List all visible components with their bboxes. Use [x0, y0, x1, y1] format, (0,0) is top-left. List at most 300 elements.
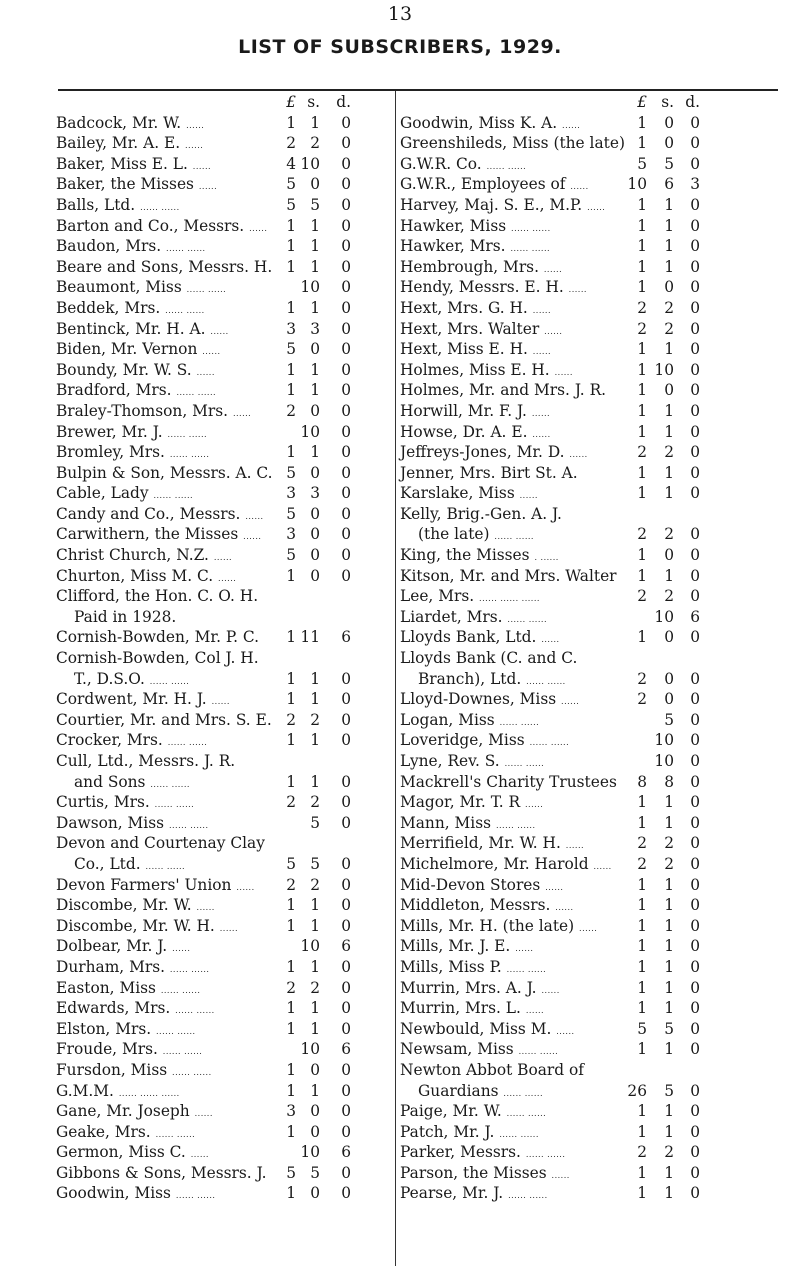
shillings-value: 0	[664, 669, 674, 688]
subscriber-name-text: Germon, Miss C.	[56, 1143, 186, 1162]
pence-value: 0	[341, 731, 351, 750]
subscriber-name-text: Courtier, Mr. and Mrs. S. E.	[56, 710, 272, 729]
pounds-value: 1	[286, 1019, 296, 1038]
pounds-value: 1	[637, 401, 647, 420]
shillings-value: 3	[310, 319, 320, 338]
leader-dots: ......	[531, 408, 551, 418]
subscriber-name-text: Guardians	[418, 1081, 499, 1100]
pounds-value: 1	[286, 1184, 296, 1203]
pence-value: 0	[690, 134, 700, 153]
leader-dots: ......	[543, 264, 563, 274]
subscriber-name-text: Goodwin, Miss K. A.	[400, 113, 558, 132]
shillings-value: 1	[310, 298, 320, 317]
subscriber-name-text: Hext, Miss E. H.	[400, 340, 528, 359]
shillings-value: 2	[664, 587, 674, 606]
subscriber-name-text: Lloyds Bank, Ltd.	[400, 628, 537, 647]
subscriber-name-text: Newbould, Miss M.	[400, 1019, 552, 1038]
shillings-value: 1	[310, 669, 320, 688]
shillings-value: 10	[300, 1143, 320, 1162]
pence-value: 0	[341, 896, 351, 915]
subscriber-name-text: Bentinck, Mr. H. A.	[56, 319, 206, 338]
subscriber-row	[56, 689, 394, 710]
pounds-value: 2	[637, 834, 647, 853]
subscriber-row	[400, 277, 795, 298]
subscriber-row	[56, 504, 394, 525]
leader-dots: ...... ......	[175, 1191, 216, 1201]
leader-dots: ......	[202, 347, 221, 357]
pounds-value: 1	[637, 999, 647, 1018]
pence-value: 0	[341, 216, 351, 235]
pounds-value: 2	[637, 525, 647, 544]
subscriber-row	[56, 730, 394, 751]
subscriber-name-text: Newsam, Miss	[400, 1040, 514, 1059]
leader-dots: ......	[172, 944, 191, 954]
subscriber-name-text: Discombe, Mr. W. H.	[56, 916, 215, 935]
leader-dots: ......	[190, 1150, 209, 1160]
pence-value: 0	[690, 298, 700, 317]
pence-value: 0	[690, 443, 700, 462]
pence-value: 0	[341, 978, 351, 997]
leader-dots: ......	[249, 223, 268, 233]
shillings-value: 6	[664, 175, 674, 194]
shillings-value: 1	[664, 916, 674, 935]
leader-dots: ...... ......	[525, 1150, 566, 1160]
subscriber-name-text: Beaumont, Miss	[56, 278, 182, 297]
pence-value: 0	[690, 916, 700, 935]
pence-value: 0	[690, 875, 700, 894]
subscriber-name-text: Holmes, Mr. and Mrs. J. R.	[400, 381, 607, 400]
subscriber-row	[400, 936, 795, 957]
leader-dots: ......	[554, 367, 573, 377]
pounds-value: 1	[637, 957, 647, 976]
subscriber-row	[400, 360, 795, 381]
subscriber-name-text: Discombe, Mr. W.	[56, 896, 192, 915]
leader-dots: ...... ......	[162, 1047, 203, 1057]
pounds-value: 5	[286, 340, 296, 359]
pence-value: 0	[690, 1081, 700, 1100]
pence-value: 0	[341, 360, 351, 379]
shillings-value: 1	[664, 937, 674, 956]
subscriber-row	[400, 895, 795, 916]
pence-value: 0	[341, 1163, 351, 1182]
leader-dots: ...... ...... ......	[479, 594, 540, 604]
shillings-value: 0	[664, 690, 674, 709]
shillings-value: 10	[300, 937, 320, 956]
pounds-value: 1	[637, 1040, 647, 1059]
subscriber-row	[56, 360, 394, 381]
pounds-value: 1	[286, 443, 296, 462]
shillings-value: 1	[664, 1102, 674, 1121]
subscriber-name	[400, 1060, 584, 1081]
subscriber-name-text: Curtis, Mrs.	[56, 793, 150, 812]
subscriber-name-text: Mills, Mr. J. E.	[400, 937, 511, 956]
pounds-value: 26	[627, 1081, 647, 1100]
subscriber-row	[400, 1183, 795, 1204]
subscriber-name-text: Lyne, Rev. S.	[400, 752, 500, 770]
pounds-value: 2	[637, 854, 647, 873]
pounds-value: 1	[286, 772, 296, 791]
subscriber-row	[56, 586, 394, 607]
subscriber-name-text: Mann, Miss	[400, 813, 492, 832]
subscriber-name-text: Lee, Mrs.	[400, 587, 475, 606]
pence-value: 0	[690, 710, 700, 729]
pounds-value: 1	[637, 340, 647, 359]
pounds-value: 5	[637, 1019, 647, 1038]
subscriber-name	[400, 133, 625, 154]
subscriber-name-text: Patch, Mr. J.	[400, 1122, 495, 1141]
subscriber-row	[400, 916, 795, 937]
subscriber-row	[56, 936, 394, 957]
shillings-value: 0	[664, 113, 674, 132]
subscriber-row	[400, 772, 795, 793]
subscriber-row	[56, 257, 394, 278]
pounds-value: 5	[637, 154, 647, 173]
pence-value: 0	[341, 1102, 351, 1121]
subscriber-row	[56, 854, 394, 875]
shillings-value: 0	[310, 463, 320, 482]
subscriber-name-text: Cable, Lady	[56, 484, 149, 503]
pence-value: 0	[341, 1081, 351, 1100]
pounds-value: 5	[286, 175, 296, 194]
subscriber-name-text: Middleton, Messrs.	[400, 896, 551, 915]
subscriber-row	[400, 978, 795, 999]
shillings-value: 2	[664, 834, 674, 853]
pence-value: 0	[341, 957, 351, 976]
pence-value: 0	[341, 463, 351, 482]
shillings-value: 0	[310, 504, 320, 523]
pounds-value: 1	[637, 1102, 647, 1121]
shillings-value: 1	[310, 1081, 320, 1100]
pounds-value: 1	[637, 978, 647, 997]
subscriber-row	[56, 380, 394, 401]
shillings-value: 1	[310, 113, 320, 132]
subscriber-row	[400, 174, 795, 195]
subscriber-row	[400, 875, 795, 896]
pounds-value: 1	[637, 937, 647, 956]
subscriber-name-text: Beare and Sons, Messrs. H.	[56, 257, 273, 276]
leader-dots: ...... ......	[518, 1047, 559, 1057]
pence-value: 0	[341, 525, 351, 544]
pence-value: 0	[341, 546, 351, 565]
pence-value: 0	[690, 525, 700, 544]
pence-value: 0	[341, 690, 351, 709]
pence-value: 0	[690, 978, 700, 997]
subscriber-row	[56, 978, 394, 999]
leader-dots: ......	[579, 923, 598, 933]
title-rule	[58, 89, 778, 91]
pounds-value: 1	[637, 1163, 647, 1182]
subscriber-name-text: Jenner, Mrs. Birt St. A.	[400, 463, 578, 482]
subscriber-name-text: Cull, Ltd., Messrs. J. R.	[56, 752, 236, 770]
subscriber-name	[56, 627, 259, 648]
subscriber-row	[400, 195, 795, 216]
subscriber-row	[400, 710, 795, 731]
pounds-value: 1	[637, 484, 647, 503]
leader-dots: ......	[196, 367, 215, 377]
subscriber-row	[400, 483, 795, 504]
pounds-value: 1	[637, 813, 647, 832]
leader-dots: ...... ......	[504, 759, 545, 768]
leader-dots: ......	[593, 861, 612, 871]
pounds-value: 1	[637, 195, 647, 214]
leader-dots: ...... ......	[145, 861, 186, 871]
subscriber-row	[400, 586, 795, 607]
pence-value: 0	[341, 195, 351, 214]
pence-value: 0	[341, 298, 351, 317]
subscriber-name-text: Michelmore, Mr. Harold	[400, 854, 589, 873]
subscriber-name-text: (the late)	[418, 525, 490, 544]
subscriber-name-text: Lloyd-Downes, Miss	[400, 690, 557, 709]
shillings-value: 1	[310, 443, 320, 462]
leader-dots: ...... ......	[140, 202, 180, 212]
subscriber-row	[56, 113, 394, 134]
subscriber-name-text: Bailey, Mr. A. E.	[56, 134, 181, 153]
pounds-value: 1	[286, 381, 296, 400]
pounds-value: 1	[637, 463, 647, 482]
pounds-value: 1	[637, 278, 647, 297]
pence-value: 0	[690, 195, 700, 214]
pounds-value: 2	[286, 875, 296, 894]
leader-dots: ...... ......	[167, 429, 208, 439]
subscriber-row	[400, 689, 795, 710]
leader-dots: ......	[196, 903, 215, 913]
subscriber-name-text: Badcock, Mr. W.	[56, 113, 182, 132]
subscriber-row	[400, 113, 795, 134]
shillings-value: 10	[300, 422, 320, 441]
pounds-value: 3	[286, 319, 296, 338]
shillings-value: 2	[310, 793, 320, 812]
pence-value: 0	[341, 875, 351, 894]
subscriber-name	[400, 504, 562, 525]
subscriber-name-text: Hawker, Miss	[400, 216, 507, 235]
pence-value: 6	[341, 628, 351, 647]
pence-value: 0	[690, 937, 700, 956]
pence-value: 0	[690, 813, 700, 832]
pounds-value: 2	[286, 401, 296, 420]
leader-dots: ...... ......	[167, 738, 208, 748]
column-divider	[395, 91, 396, 1266]
pence-value: 0	[341, 237, 351, 256]
subscriber-name-text: Goodwin, Miss	[56, 1184, 171, 1203]
pence-value: 0	[341, 793, 351, 812]
subscriber-row	[56, 1019, 394, 1040]
subscriber-name-text: G.W.R. Co.	[400, 154, 482, 173]
leader-dots: ......	[245, 511, 264, 521]
leader-dots: ......	[532, 347, 552, 357]
subscriber-name	[400, 1183, 548, 1207]
pounds-value: 1	[637, 875, 647, 894]
shillings-value: 1	[664, 1184, 674, 1203]
subscriber-name-text: Mills, Miss P.	[400, 957, 502, 976]
subscriber-name	[400, 566, 617, 587]
leader-dots: ......	[532, 305, 551, 315]
subscriber-row	[400, 1163, 795, 1184]
shillings-value: 3	[310, 484, 320, 503]
subscriber-row	[400, 957, 795, 978]
subscriber-name-text: Bulpin & Son, Messrs. A. C.	[56, 463, 273, 482]
pounds-value: 1	[637, 134, 647, 153]
shillings-value: 10	[300, 1040, 320, 1059]
subscriber-name-text: Howse, Dr. A. E.	[400, 422, 528, 441]
shillings-value: 5	[310, 195, 320, 214]
shillings-value: 1	[310, 896, 320, 915]
leader-dots: ......	[519, 491, 538, 501]
pence-value: 0	[341, 813, 351, 832]
leader-dots: ...... ......	[160, 985, 201, 995]
pence-value: 0	[341, 154, 351, 173]
subscriber-row	[56, 998, 394, 1019]
leader-dots: ......	[525, 800, 544, 810]
leader-dots: ......	[525, 1006, 545, 1016]
leader-dots: ......	[236, 882, 255, 892]
subscriber-row	[56, 483, 394, 504]
pence-value: 0	[341, 710, 351, 729]
subscriber-name-text: Mid-Devon Stores	[400, 875, 541, 894]
subscriber-row	[400, 751, 795, 772]
pounds-value: 1	[637, 896, 647, 915]
pounds-header: £	[286, 93, 296, 111]
leader-dots: ......	[198, 182, 218, 192]
subscriber-name-text: Jeffreys-Jones, Mr. D.	[400, 443, 565, 462]
leader-dots: ...... ......	[507, 614, 547, 624]
subscriber-name-text: Balls, Ltd.	[56, 195, 136, 214]
subscriber-row	[56, 401, 394, 422]
shillings-value: 1	[664, 793, 674, 812]
subscriber-row	[56, 772, 394, 793]
pounds-value: 1	[286, 216, 296, 235]
pounds-value: 8	[637, 772, 647, 791]
subscriber-name-text: Merrifield, Mr. W. H.	[400, 834, 561, 853]
subscriber-name-text: Gibbons & Sons, Messrs. J.	[56, 1163, 267, 1182]
shillings-value: 1	[310, 916, 320, 935]
subscriber-row	[56, 648, 394, 669]
subscriber-row	[400, 669, 795, 690]
subscriber-row	[56, 236, 394, 257]
subscriber-row	[56, 298, 394, 319]
subscriber-name-text: Greenshileds, Miss (the late)	[400, 134, 625, 153]
leader-dots: ...... ......	[154, 800, 195, 810]
leader-dots: ...... ......	[499, 1129, 539, 1139]
subscriber-name-text: G.W.R., Employees of	[400, 175, 566, 194]
subscriber-row	[400, 998, 795, 1019]
shillings-value: 5	[310, 1163, 320, 1182]
leader-dots: ......	[545, 882, 564, 892]
shillings-value: 1	[310, 731, 320, 750]
shillings-value: 1	[664, 896, 674, 915]
leader-dots: ...... ......	[169, 964, 210, 974]
subscriber-row	[400, 380, 795, 401]
pence-value: 0	[690, 793, 700, 812]
subscriber-name-text: Magor, Mr. T. R	[400, 793, 521, 812]
shillings-value: 1	[664, 401, 674, 420]
subscriber-row	[56, 875, 394, 896]
pence-value: 0	[690, 1040, 700, 1059]
pounds-value: 5	[286, 195, 296, 214]
subscriber-name-text: Braley-Thomson, Mrs.	[56, 401, 229, 420]
subscriber-row	[400, 1039, 795, 1060]
pounds-value: 2	[637, 690, 647, 709]
pence-value: 0	[690, 360, 700, 379]
leader-dots: ...... ......	[486, 161, 527, 171]
pounds-value: 2	[637, 319, 647, 338]
shillings-value: 1	[310, 381, 320, 400]
shillings-value: 1	[310, 1019, 320, 1038]
pounds-value: 1	[637, 422, 647, 441]
subscriber-name	[56, 751, 235, 772]
leader-dots: ...... ......	[186, 285, 227, 295]
leader-dots: ...... ......	[149, 676, 190, 686]
shillings-value: 0	[664, 546, 674, 565]
subscriber-row	[56, 895, 394, 916]
pence-header: d.	[685, 93, 700, 111]
leader-dots: ...... ......	[169, 450, 210, 460]
shillings-value: 1	[664, 237, 674, 256]
shillings-value: 1	[664, 978, 674, 997]
leader-dots: ...... ......	[165, 305, 205, 315]
pounds-value: 3	[286, 1102, 296, 1121]
shillings-value: 1	[664, 340, 674, 359]
subscriber-row	[56, 524, 394, 545]
pounds-value: 1	[286, 999, 296, 1018]
shillings-value: 0	[310, 566, 320, 585]
shillings-value: 1	[664, 463, 674, 482]
pence-value: 6	[341, 1040, 351, 1059]
leader-dots: ......	[541, 635, 560, 645]
shillings-value: 0	[310, 546, 320, 565]
leader-dots: ......	[568, 285, 587, 295]
subscriber-name-text: Parker, Messrs.	[400, 1143, 521, 1162]
subscriber-name-text: Clifford, the Hon. C. O. H.	[56, 587, 259, 606]
subscriber-row	[400, 545, 795, 566]
pence-value: 0	[690, 257, 700, 276]
shillings-value: 10	[654, 752, 674, 770]
subscriber-row	[56, 710, 394, 731]
subscriber-row	[56, 422, 394, 443]
pounds-value: 1	[286, 628, 296, 647]
pounds-value: 2	[637, 1143, 647, 1162]
shillings-value: 1	[664, 484, 674, 503]
pence-value: 3	[690, 175, 700, 194]
shillings-value: 1	[310, 772, 320, 791]
shillings-value: 1	[664, 216, 674, 235]
shillings-value: 2	[664, 298, 674, 317]
pounds-value: 2	[637, 443, 647, 462]
subscriber-row	[56, 545, 394, 566]
subscriber-name-text: Gane, Mr. Joseph	[56, 1102, 190, 1121]
shillings-value: 1	[310, 690, 320, 709]
subscriber-name	[56, 1163, 266, 1184]
shillings-value: 10	[654, 607, 674, 626]
subscriber-name-text: Bromley, Mrs.	[56, 443, 165, 462]
pounds-value: 1	[637, 381, 647, 400]
pence-value: 0	[690, 319, 700, 338]
subscriber-name-text: Murrin, Mrs. A. J.	[400, 978, 537, 997]
leader-dots: ......	[532, 429, 551, 439]
subscriber-row	[56, 1142, 394, 1163]
subscriber-name-text: Beddek, Mrs.	[56, 298, 161, 317]
shillings-value: 2	[664, 319, 674, 338]
subscriber-row	[56, 916, 394, 937]
subscriber-row	[400, 792, 795, 813]
shillings-value: 1	[310, 237, 320, 256]
leader-dots: ...... ......	[168, 820, 209, 830]
pounds-value: 2	[286, 793, 296, 812]
subscriber-name-text: G.M.M.	[56, 1081, 114, 1100]
pence-value: 0	[341, 1122, 351, 1141]
subscriber-row	[56, 566, 394, 587]
subscriber-name-text: Devon and Courtenay Clay	[56, 834, 265, 853]
subscriber-row	[400, 524, 795, 545]
